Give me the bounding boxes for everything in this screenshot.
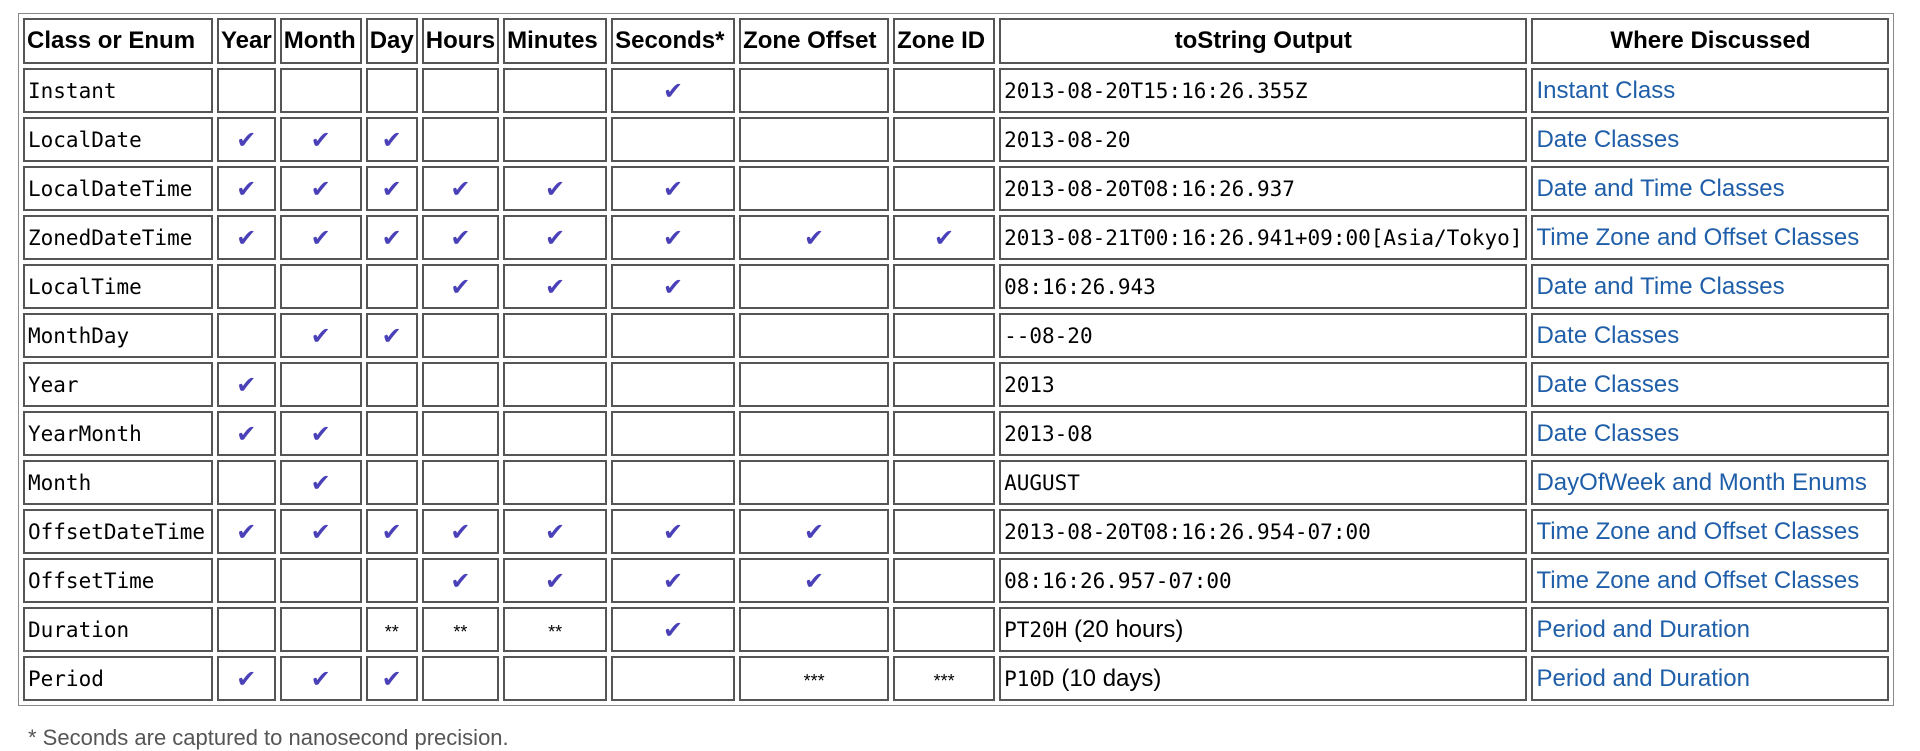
- where-discussed-cell: [1531, 656, 1889, 701]
- checkmark-icon: ✔: [310, 125, 331, 154]
- tostring-output-cell: [999, 509, 1527, 554]
- checkmark-icon: ✔: [663, 615, 684, 644]
- table-row: [23, 656, 1889, 701]
- tostring-output-value: P10D: [1004, 666, 1055, 691]
- minutes-cell: [503, 313, 607, 358]
- seconds-cell: [611, 68, 735, 113]
- zone-id-cell: [893, 460, 995, 505]
- seconds-cell: [611, 558, 735, 603]
- checkmark-icon: ✔: [381, 174, 402, 203]
- class-name-cell: LocalTime: [23, 264, 213, 309]
- class-name-cell: ZonedDateTime: [23, 215, 213, 260]
- day-cell: [366, 362, 418, 407]
- checkmark-icon: ✔: [236, 370, 257, 399]
- minutes-cell: [503, 411, 607, 456]
- year-cell: [217, 313, 276, 358]
- tostring-output-value: 08:16:26.957-07:00: [1004, 568, 1232, 593]
- class-name-cell: Duration: [23, 607, 213, 652]
- date-time-classes-table: [18, 13, 1894, 706]
- tostring-output-value: 2013-08: [1004, 421, 1093, 446]
- table-row: [23, 166, 1889, 211]
- zone-offset-cell: [739, 558, 889, 603]
- zone-offset-cell: [739, 460, 889, 505]
- class-name-cell: LocalDateTime: [23, 166, 213, 211]
- asterisk-note: **: [548, 621, 563, 642]
- zone-id-cell: [893, 362, 995, 407]
- hours-cell: [422, 558, 499, 603]
- hours-cell: [422, 460, 499, 505]
- table-row: [23, 68, 1889, 113]
- where-discussed-link[interactable]: Date and Time Classes: [1536, 174, 1785, 202]
- checkmark-icon: ✔: [236, 664, 257, 693]
- zone-offset-cell: [739, 313, 889, 358]
- asterisk-note: ***: [803, 670, 825, 691]
- checkmark-icon: ✔: [236, 419, 257, 448]
- checkmark-icon: ✔: [545, 566, 566, 595]
- table-row: [23, 362, 1889, 407]
- checkmark-icon: ✔: [310, 664, 331, 693]
- minutes-cell: [503, 166, 607, 211]
- where-discussed-link[interactable]: Period and Duration: [1536, 615, 1750, 643]
- checkmark-icon: ✔: [310, 174, 331, 203]
- hours-cell: [422, 215, 499, 260]
- where-discussed-cell: [1531, 264, 1889, 309]
- asterisk-note: **: [453, 621, 468, 642]
- tostring-output-value: 08:16:26.943: [1004, 274, 1156, 299]
- checkmark-icon: ✔: [450, 174, 471, 203]
- year-cell: [217, 68, 276, 113]
- table-row: [23, 607, 1889, 652]
- day-cell: [366, 117, 418, 162]
- hours-cell: [422, 411, 499, 456]
- header-month: Month: [280, 18, 362, 64]
- day-cell: [366, 166, 418, 211]
- where-discussed-link[interactable]: Time Zone and Offset Classes: [1536, 517, 1860, 545]
- minutes-cell: [503, 656, 607, 701]
- checkmark-icon: ✔: [804, 566, 825, 595]
- minutes-cell: [503, 117, 607, 162]
- where-discussed-cell: [1531, 509, 1889, 554]
- footnote: * Seconds are captured to nanosecond precision.: [28, 725, 509, 750]
- minutes-cell: [503, 607, 607, 652]
- tostring-output-note: (20 hours): [1067, 615, 1184, 643]
- day-cell: [366, 607, 418, 652]
- year-cell: [217, 264, 276, 309]
- header-hours: Hours: [422, 18, 499, 64]
- checkmark-icon: ✔: [450, 517, 471, 546]
- checkmark-icon: ✔: [310, 223, 331, 252]
- header-seconds: Seconds*: [611, 18, 735, 64]
- zone-offset-cell: [739, 166, 889, 211]
- checkmark-icon: ✔: [236, 125, 257, 154]
- month-cell: [280, 607, 362, 652]
- checkmark-icon: ✔: [545, 223, 566, 252]
- minutes-cell: [503, 509, 607, 554]
- table-row: [23, 215, 1889, 260]
- hours-cell: [422, 166, 499, 211]
- checkmark-icon: ✔: [310, 321, 331, 350]
- seconds-cell: [611, 656, 735, 701]
- checkmark-icon: ✔: [236, 174, 257, 203]
- zone-offset-cell: [739, 411, 889, 456]
- zone-offset-cell: [739, 264, 889, 309]
- checkmark-icon: ✔: [663, 76, 684, 105]
- hours-cell: [422, 656, 499, 701]
- checkmark-icon: ✔: [663, 517, 684, 546]
- where-discussed-link[interactable]: Instant Class: [1536, 76, 1676, 104]
- where-discussed-link[interactable]: Date Classes: [1536, 370, 1680, 398]
- zone-offset-cell: [739, 215, 889, 260]
- seconds-cell: [611, 264, 735, 309]
- seconds-cell: [611, 362, 735, 407]
- day-cell: [366, 313, 418, 358]
- where-discussed-link[interactable]: Date Classes: [1536, 125, 1680, 153]
- month-cell: [280, 509, 362, 554]
- tostring-output-cell: [999, 656, 1527, 701]
- checkmark-icon: ✔: [236, 517, 257, 546]
- checkmark-icon: ✔: [450, 223, 471, 252]
- day-cell: [366, 558, 418, 603]
- header-class-or-enum: Class or Enum: [23, 18, 213, 64]
- zone-id-cell: [893, 264, 995, 309]
- hours-cell: [422, 607, 499, 652]
- seconds-cell: [611, 460, 735, 505]
- zone-id-cell: [893, 166, 995, 211]
- checkmark-icon: ✔: [663, 272, 684, 301]
- zone-offset-cell: [739, 68, 889, 113]
- month-cell: [280, 362, 362, 407]
- table-row: [23, 264, 1889, 309]
- checkmark-icon: ✔: [310, 419, 331, 448]
- class-name-cell: Year: [23, 362, 213, 407]
- tostring-output-cell: [999, 68, 1527, 113]
- where-discussed-cell: [1531, 117, 1889, 162]
- tostring-output-cell: [999, 313, 1527, 358]
- tostring-output-cell: [999, 166, 1527, 211]
- month-cell: [280, 460, 362, 505]
- date-time-classes-table-container: [18, 13, 1894, 706]
- where-discussed-cell: [1531, 68, 1889, 113]
- header-day: Day: [366, 18, 418, 64]
- year-cell: [217, 215, 276, 260]
- class-name-cell: OffsetTime: [23, 558, 213, 603]
- tostring-output-value: 2013-08-20T08:16:26.954-07:00: [1004, 519, 1371, 544]
- month-cell: [280, 117, 362, 162]
- class-name-cell: Instant: [23, 68, 213, 113]
- seconds-cell: [611, 313, 735, 358]
- zone-id-cell: [893, 215, 995, 260]
- month-cell: [280, 313, 362, 358]
- where-discussed-cell: [1531, 313, 1889, 358]
- checkmark-icon: ✔: [381, 223, 402, 252]
- zone-id-cell: [893, 509, 995, 554]
- table-body: [23, 68, 1889, 701]
- year-cell: [217, 607, 276, 652]
- checkmark-icon: ✔: [663, 223, 684, 252]
- asterisk-note: ***: [933, 670, 955, 691]
- tostring-output-value: AUGUST: [1004, 470, 1080, 495]
- month-cell: [280, 68, 362, 113]
- checkmark-icon: ✔: [381, 321, 402, 350]
- day-cell: [366, 215, 418, 260]
- class-name-cell: LocalDate: [23, 117, 213, 162]
- minutes-cell: [503, 68, 607, 113]
- tostring-output-cell: [999, 362, 1527, 407]
- zone-offset-cell: [739, 117, 889, 162]
- minutes-cell: [503, 215, 607, 260]
- tostring-output-cell: [999, 215, 1527, 260]
- day-cell: [366, 509, 418, 554]
- tostring-output-cell: [999, 264, 1527, 309]
- where-discussed-cell: [1531, 411, 1889, 456]
- seconds-cell: [611, 509, 735, 554]
- where-discussed-cell: [1531, 460, 1889, 505]
- seconds-cell: [611, 607, 735, 652]
- table-row: [23, 509, 1889, 554]
- checkmark-icon: ✔: [804, 223, 825, 252]
- header-where-discussed: Where Discussed: [1531, 18, 1889, 64]
- seconds-cell: [611, 215, 735, 260]
- table-row: [23, 411, 1889, 456]
- where-discussed-cell: [1531, 362, 1889, 407]
- zone-id-cell: [893, 558, 995, 603]
- month-cell: [280, 215, 362, 260]
- month-cell: [280, 166, 362, 211]
- tostring-output-value: 2013-08-20T08:16:26.937: [1004, 176, 1295, 201]
- hours-cell: [422, 117, 499, 162]
- table-row: [23, 313, 1889, 358]
- zone-offset-cell: [739, 509, 889, 554]
- header-zone-offset: Zone Offset: [739, 18, 889, 64]
- zone-id-cell: [893, 117, 995, 162]
- day-cell: [366, 411, 418, 456]
- zone-id-cell: [893, 656, 995, 701]
- zone-id-cell: [893, 607, 995, 652]
- year-cell: [217, 656, 276, 701]
- month-cell: [280, 264, 362, 309]
- where-discussed-link[interactable]: Date Classes: [1536, 419, 1680, 447]
- class-name-cell: Month: [23, 460, 213, 505]
- checkmark-icon: ✔: [381, 517, 402, 546]
- zone-id-cell: [893, 411, 995, 456]
- month-cell: [280, 558, 362, 603]
- year-cell: [217, 509, 276, 554]
- hours-cell: [422, 264, 499, 309]
- checkmark-icon: ✔: [934, 223, 955, 252]
- checkmark-icon: ✔: [804, 517, 825, 546]
- checkmark-icon: ✔: [310, 517, 331, 546]
- checkmark-icon: ✔: [381, 664, 402, 693]
- hours-cell: [422, 362, 499, 407]
- tostring-output-value: PT20H: [1004, 617, 1068, 642]
- asterisk-note: **: [384, 621, 399, 642]
- tostring-output-cell: [999, 460, 1527, 505]
- table-row: [23, 117, 1889, 162]
- table-row: [23, 460, 1889, 505]
- checkmark-icon: ✔: [450, 566, 471, 595]
- minutes-cell: [503, 558, 607, 603]
- class-name-cell: OffsetDateTime: [23, 509, 213, 554]
- zone-offset-cell: [739, 607, 889, 652]
- table-row: [23, 558, 1889, 603]
- where-discussed-cell: [1531, 166, 1889, 211]
- month-cell: [280, 656, 362, 701]
- seconds-cell: [611, 411, 735, 456]
- year-cell: [217, 117, 276, 162]
- tostring-output-value: 2013-08-21T00:16:26.941+09:00[Asia/Tokyo]: [1004, 225, 1523, 250]
- day-cell: [366, 460, 418, 505]
- zone-id-cell: [893, 68, 995, 113]
- year-cell: [217, 362, 276, 407]
- tostring-output-cell: [999, 558, 1527, 603]
- header-year: Year: [217, 18, 276, 64]
- class-name-cell: Period: [23, 656, 213, 701]
- checkmark-icon: ✔: [450, 272, 471, 301]
- minutes-cell: [503, 460, 607, 505]
- tostring-output-cell: [999, 117, 1527, 162]
- class-name-cell: YearMonth: [23, 411, 213, 456]
- zone-offset-cell: [739, 362, 889, 407]
- where-discussed-cell: [1531, 558, 1889, 603]
- checkmark-icon: ✔: [236, 223, 257, 252]
- minutes-cell: [503, 264, 607, 309]
- tostring-output-value: 2013-08-20T15:16:26.355Z: [1004, 78, 1308, 103]
- tostring-output-cell: [999, 607, 1527, 652]
- hours-cell: [422, 313, 499, 358]
- where-discussed-link[interactable]: Date Classes: [1536, 321, 1680, 349]
- checkmark-icon: ✔: [545, 174, 566, 203]
- header-zone-id: Zone ID: [893, 18, 995, 64]
- header-tostring-output: toString Output: [999, 18, 1527, 64]
- header-minutes: Minutes: [503, 18, 607, 64]
- year-cell: [217, 558, 276, 603]
- checkmark-icon: ✔: [663, 566, 684, 595]
- year-cell: [217, 411, 276, 456]
- tostring-output-value: 2013-08-20: [1004, 127, 1131, 152]
- zone-id-cell: [893, 313, 995, 358]
- checkmark-icon: ✔: [310, 468, 331, 497]
- checkmark-icon: ✔: [545, 517, 566, 546]
- tostring-output-value: 2013: [1004, 372, 1055, 397]
- hours-cell: [422, 509, 499, 554]
- tostring-output-cell: [999, 411, 1527, 456]
- hours-cell: [422, 68, 499, 113]
- checkmark-icon: ✔: [381, 125, 402, 154]
- tostring-output-value: --08-20: [1004, 323, 1093, 348]
- where-discussed-link[interactable]: DayOfWeek and Month Enums: [1536, 468, 1867, 496]
- day-cell: [366, 68, 418, 113]
- where-discussed-link[interactable]: Time Zone and Offset Classes: [1536, 566, 1860, 594]
- year-cell: [217, 166, 276, 211]
- class-name-cell: MonthDay: [23, 313, 213, 358]
- minutes-cell: [503, 362, 607, 407]
- seconds-cell: [611, 166, 735, 211]
- where-discussed-cell: [1531, 215, 1889, 260]
- month-cell: [280, 411, 362, 456]
- checkmark-icon: ✔: [663, 174, 684, 203]
- day-cell: [366, 656, 418, 701]
- where-discussed-link[interactable]: Period and Duration: [1536, 664, 1750, 692]
- header-row: [23, 18, 1889, 64]
- tostring-output-note: (10 days): [1054, 664, 1162, 692]
- day-cell: [366, 264, 418, 309]
- checkmark-icon: ✔: [545, 272, 566, 301]
- where-discussed-link[interactable]: Time Zone and Offset Classes: [1536, 223, 1860, 251]
- year-cell: [217, 460, 276, 505]
- where-discussed-cell: [1531, 607, 1889, 652]
- seconds-cell: [611, 117, 735, 162]
- where-discussed-link[interactable]: Date and Time Classes: [1536, 272, 1785, 300]
- zone-offset-cell: [739, 656, 889, 701]
